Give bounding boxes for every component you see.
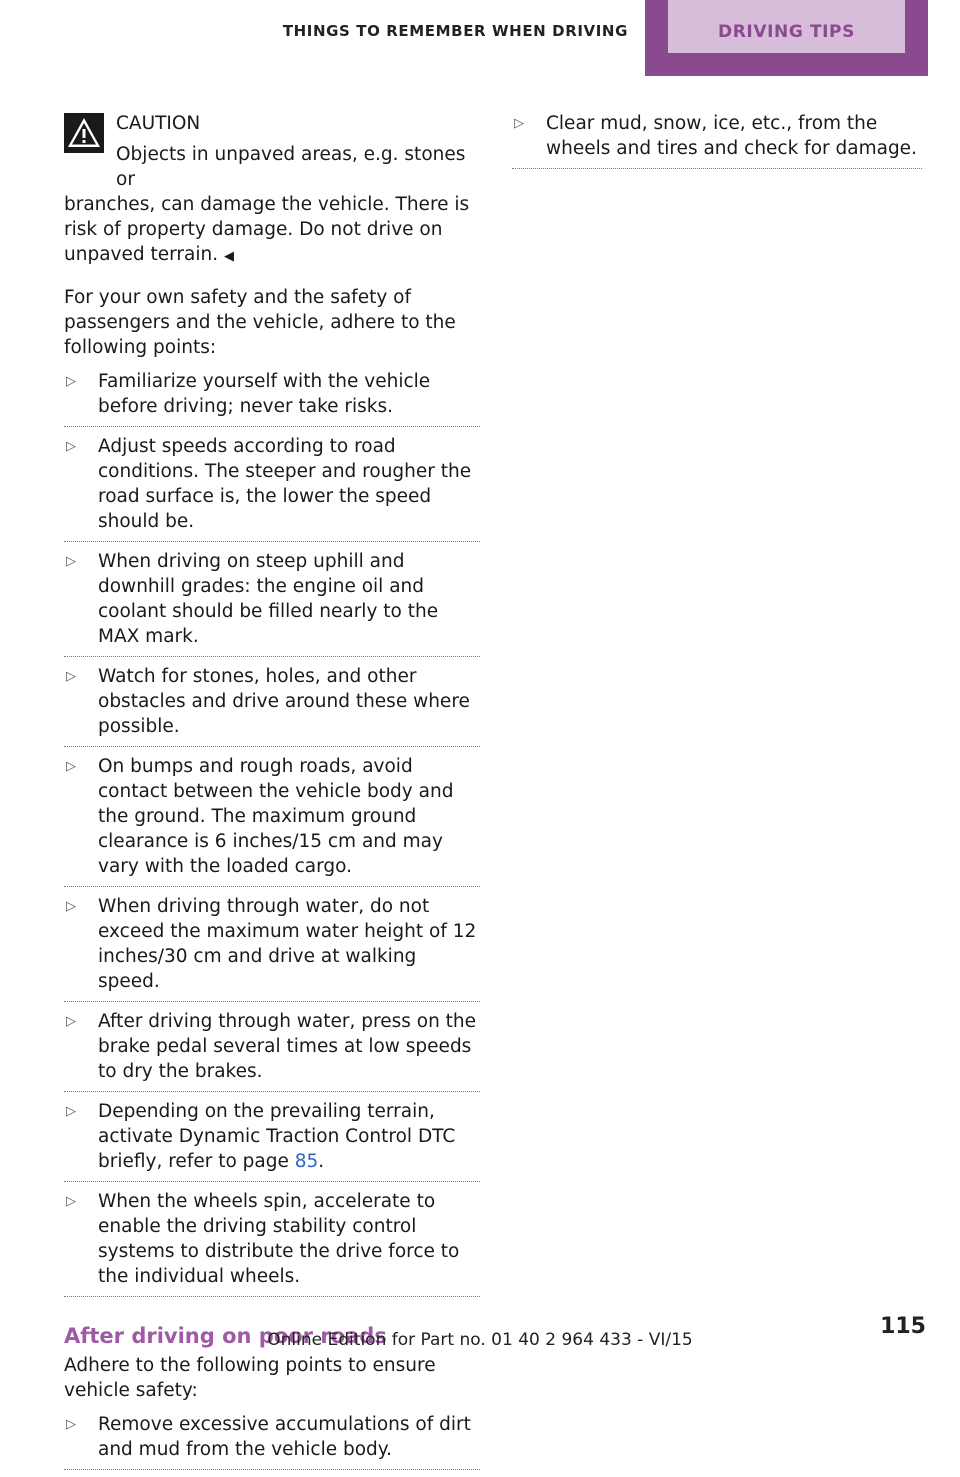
chapter-tab (645, 0, 928, 76)
list-item-text: Adjust speeds according to road conditions. The steeper and rougher the road surface is, the lower the speed should be. (98, 436, 472, 532)
section-intro: Adhere to the following points to ensure vehicle safety: (64, 1355, 436, 1401)
list-item (64, 369, 480, 427)
bullet-arrow-icon: ▷ (66, 1014, 76, 1029)
chapter-tab-inner (668, 0, 905, 53)
bullet-arrow-icon: ▷ (66, 1417, 76, 1432)
list-item-text: On bumps and rough roads, avoid contact between the vehicle body and the ground. The maximum ground clearance is 6 inches/15 cm and may vary with the loaded cargo. (98, 756, 454, 877)
list-item (64, 1099, 480, 1182)
section-heading: After driving on poor roads (64, 1324, 387, 1348)
safety-points-list (64, 369, 480, 1297)
caution-notice (64, 111, 480, 269)
bullet-arrow-icon: ▷ (66, 554, 76, 569)
list-item (64, 434, 480, 542)
after-roads-list-right (512, 111, 922, 169)
chapter-tab-label: DRIVING TIPS (718, 22, 855, 42)
list-item (64, 549, 480, 657)
list-item-text: When driving on steep uphill and downhill grades: the engine oil and coolant should be filled nearly to the MAX mark. (98, 551, 439, 647)
list-item-text: After driving through water, press on the brake pedal several times at low speeds to dry the brakes. (98, 1011, 477, 1082)
list-item-text: Remove excessive accumulations of dirt and mud from the vehicle body. (98, 1414, 471, 1460)
bullet-arrow-icon: ▷ (66, 439, 76, 454)
left-column (64, 111, 480, 1477)
list-item-text: Watch for stones, holes, and other obstacles and drive around these where possible. (98, 666, 470, 737)
bullet-arrow-icon: ▷ (66, 374, 76, 389)
end-mark: ◀ (223, 249, 234, 264)
after-roads-list-left (64, 1412, 480, 1470)
bullet-arrow-icon: ▷ (66, 899, 76, 914)
bullet-arrow-icon: ▷ (66, 1194, 76, 1209)
list-item-period: . (318, 1151, 325, 1172)
page-number: 115 (880, 1314, 926, 1339)
running-header-section: THINGS TO REMEMBER WHEN DRIVING (282, 22, 628, 40)
list-item-text: Familiarize yourself with the vehicle before driving; never take risks. (98, 371, 431, 417)
warning-triangle-icon (64, 113, 104, 153)
caution-title: CAUTION (116, 113, 201, 134)
caution-body-text: branches, can damage the vehicle. There is risk of property damage. Do not drive on unpaved terrain. (64, 194, 470, 265)
list-item (64, 1189, 480, 1297)
list-item (64, 1412, 480, 1470)
caution-body (64, 192, 480, 269)
list-item (512, 111, 922, 169)
bullet-arrow-icon: ▷ (66, 669, 76, 684)
list-item-text: When driving through water, do not exceed the maximum water height of 12 inches/30 cm and drive at walking speed. (98, 896, 477, 992)
list-item-text: When the wheels spin, accelerate to enable the driving stability control systems to distribute the drive force to the individual wheels. (98, 1191, 460, 1287)
list-item (64, 664, 480, 747)
list-item (64, 894, 480, 1002)
caution-first-line: Objects in unpaved areas, e.g. stones or (116, 144, 466, 190)
footer-edition: Online Edition for Part no. 01 40 2 964 433 - VI/15 (267, 1330, 693, 1350)
bullet-arrow-icon: ▷ (514, 116, 524, 131)
right-column (512, 111, 922, 176)
list-item-text: Clear mud, snow, ice, etc., from the wheels and tires and check for damage. (546, 113, 917, 159)
bullet-arrow-icon: ▷ (66, 1104, 76, 1119)
bullet-arrow-icon: ▷ (66, 759, 76, 774)
list-item-text: Depending on the prevailing terrain, activate Dynamic Traction Control DTC briefly, refer to page (98, 1101, 456, 1172)
intro-paragraph: For your own safety and the safety of passengers and the vehicle, adhere to the following points: (64, 287, 456, 358)
list-item (64, 1009, 480, 1092)
page-reference-link[interactable]: 85 (294, 1151, 319, 1172)
list-item (64, 754, 480, 887)
